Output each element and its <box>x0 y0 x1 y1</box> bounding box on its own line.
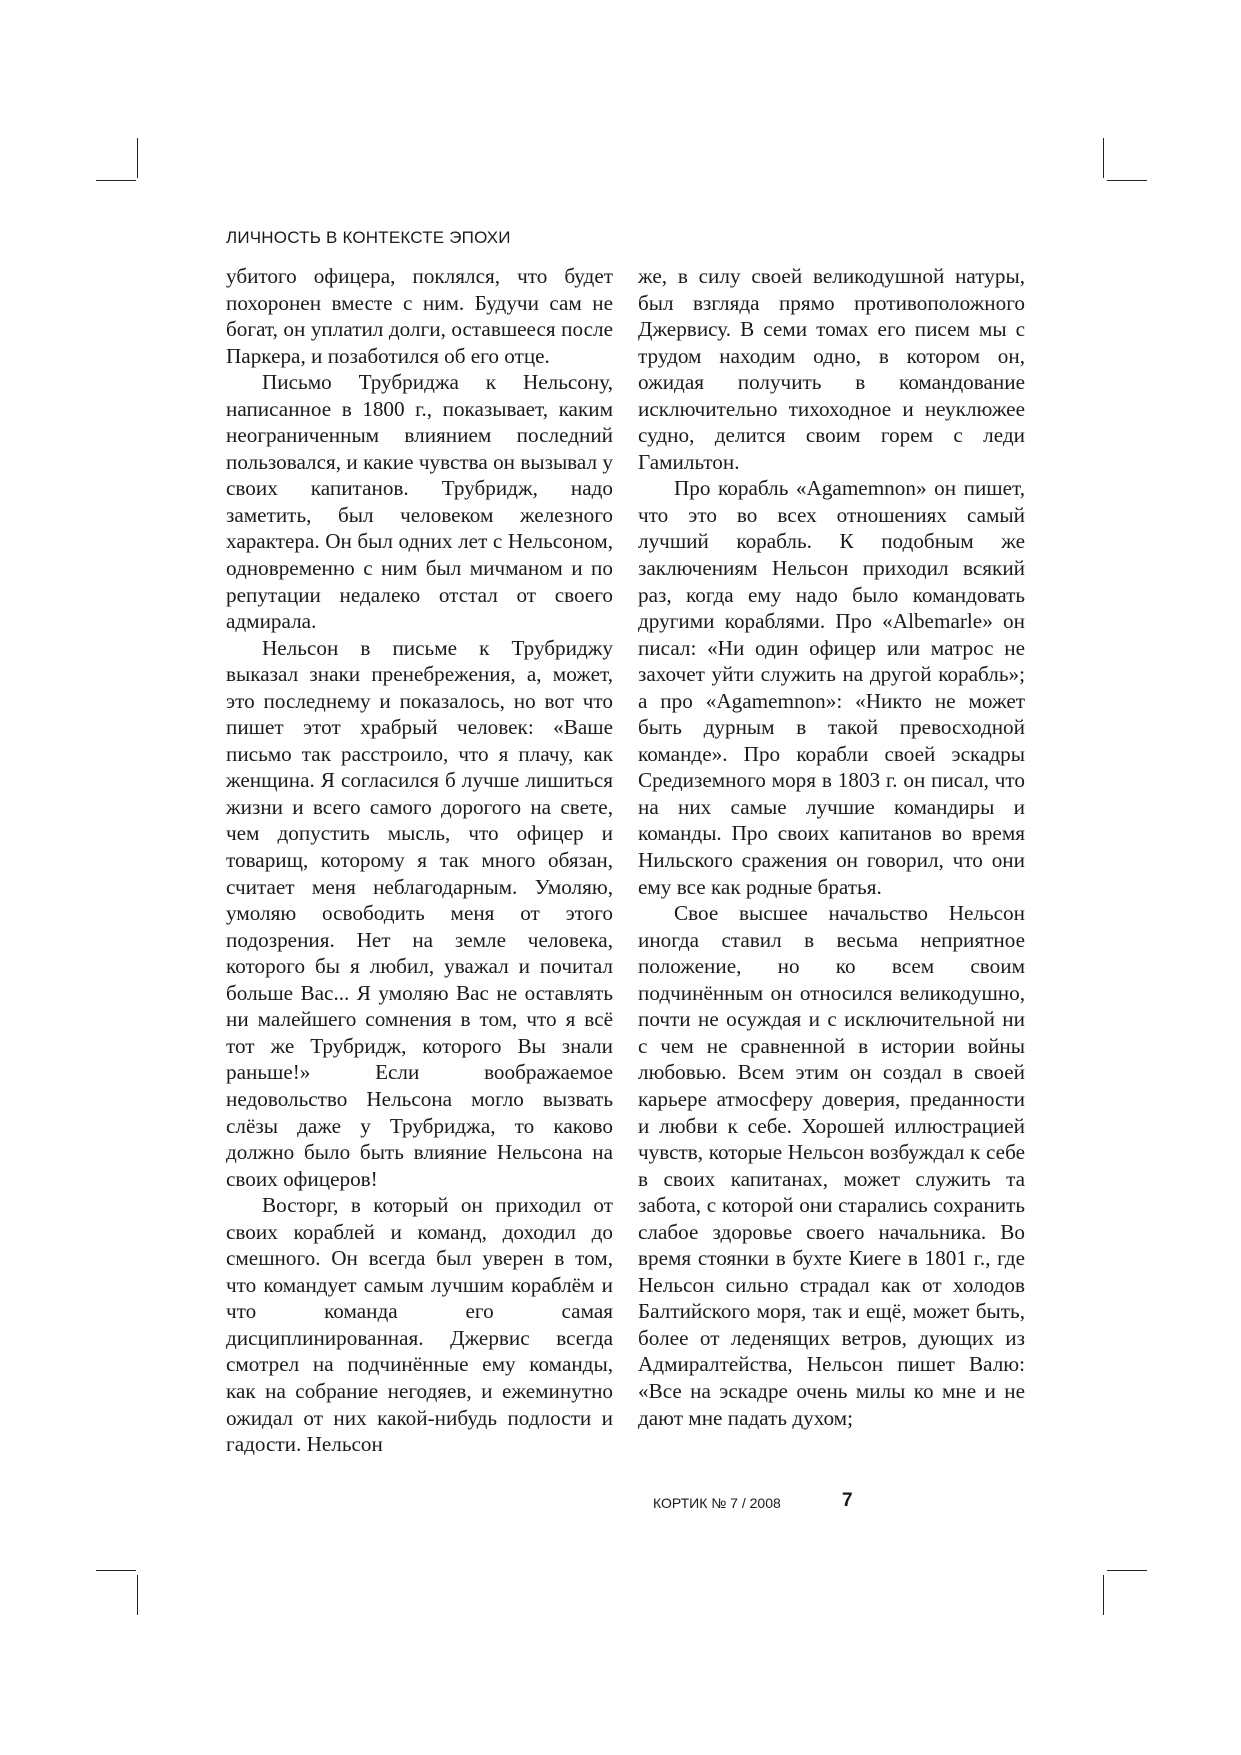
right-column <box>638 263 1025 1431</box>
paragraph: убитого офицера, поклялся, что будет похоронен вместе с ним. Будучи сам не богат, он уплатил долги, оставшееся после Паркера, и позаботился об его отце. <box>226 264 613 368</box>
paragraph: Нельсон в письме к Трубриджу выказал знаки пренебрежения, а, может, это последнему и показалось, но вот что пишет этот храбрый человек: «Ваше письмо так расстроило, что я плачу, как женщина. Я согласился б лучше лишиться жизни и всего самого дорогого на свете, чем допустить мысль, что офицер и товарищ, которому я так много обязан, считает меня неблагодарным. Умоляю, умоляю освободить меня от этого подозрения. Нет на земле человека, которого бы я любил, уважал и почитал больше Вас... Я умоляю Вас не оставлять ни малейшего сомнения в том, что я всё тот же Трубридж, которого Вы знали раньше!» Если воображаемое недовольство Нельсона могло вызвать слёзы даже у Трубриджа, то каково должно было быть влияние Нельсона на своих офицеров! <box>226 635 613 1191</box>
crop-mark-top-right-vertical <box>1103 138 1104 178</box>
magazine-footer: КОРТИК № 7 / 2008 <box>653 1495 781 1511</box>
page-number: 7 <box>842 1490 853 1511</box>
crop-mark-bottom-right-horizontal <box>1107 1570 1147 1571</box>
paragraph: Письмо Трубриджа к Нельсону, написанное в 1800 г., показывает, каким неограниченным влиянием последний пользовался, и какие чувства он вызывал у своих капитанов. Трубридж, надо заметить, был человеком железного характера. Он был одних лет с Нельсоном, одновременно с ним был мичманом и по репутации недалеко отстал от своего адмирала. <box>226 370 613 634</box>
paragraph: же, в силу своей великодушной натуры, был взгляда прямо противоположного Джервису. В семи томах его писем мы с трудом находим одно, в котором он, ожидая получить в командование исключительно тихоходное и неуклюжее судно, делится своим горем с леди Гамильтон. <box>638 264 1025 474</box>
paragraph: Восторг, в который он приходил от своих кораблей и команд, доходил до смешного. Он всегда был уверен в том, что командует самым лучшим кораблём и что команда его самая дисциплинированная. Джервис всегда смотрел на подчинённые ему команды, как на собрание негодяев, и ежеминутно ожидал от них какой-нибудь подлости и гадости. Нельсон <box>226 1193 613 1457</box>
crop-mark-bottom-left-vertical <box>137 1575 138 1615</box>
paragraph: Про корабль «Agamemnon» он пишет, что это во всех отношениях самый лучший корабль. К подобным же заключениям Нельсон приходил всякий раз, когда ему надо было командовать другими кораблями. Про «Albemarle» он писал: «Ни один офицер или матрос не захочет уйти служить на другой корабль»; а про «Agamemnon»: «Никто не может быть дурным в такой превосходной команде». Про корабли своей эскадры Средиземного моря в 1803 г. он писал, что на них самые лучшие командиры и команды. Про своих капитанов во время Нильского сражения он говорил, что они ему все как родные братья. <box>638 476 1025 899</box>
crop-mark-top-left-vertical <box>137 138 138 178</box>
crop-mark-bottom-left-horizontal <box>96 1570 136 1571</box>
paragraph: Свое высшее начальство Нельсон иногда ставил в весьма неприятное положение, но ко всем своим подчинённым он относился великодушно, почти не осуждая и с исключительной ни с чем не сравненной в истории войны любовью. Всем этим он создал в своей карьере атмосферу доверия, преданности и любви к себе. Хорошей иллюстрацией чувств, которые Нельсон возбуждал к себе в своих капитанах, может служить та забота, с которой они старались сохранить слабое здоровье своего начальника. Во время стоянки в бухте Киеге в 1801 г., где Нельсон сильно страдал как от холодов Балтийского моря, так и ещё, может быть, более от леденящих ветров, дующих из Адмиралтейства, Нельсон пишет Валю: «Все на эскадре очень милы ко мне и не дают мне падать духом; <box>638 901 1025 1430</box>
crop-mark-top-right-horizontal <box>1107 180 1147 181</box>
crop-mark-bottom-right-vertical <box>1103 1575 1104 1615</box>
crop-mark-top-left-horizontal <box>96 180 136 181</box>
left-column <box>226 263 613 1458</box>
section-header: ЛИЧНОСТЬ В КОНТЕКСТЕ ЭПОХИ <box>226 228 511 247</box>
